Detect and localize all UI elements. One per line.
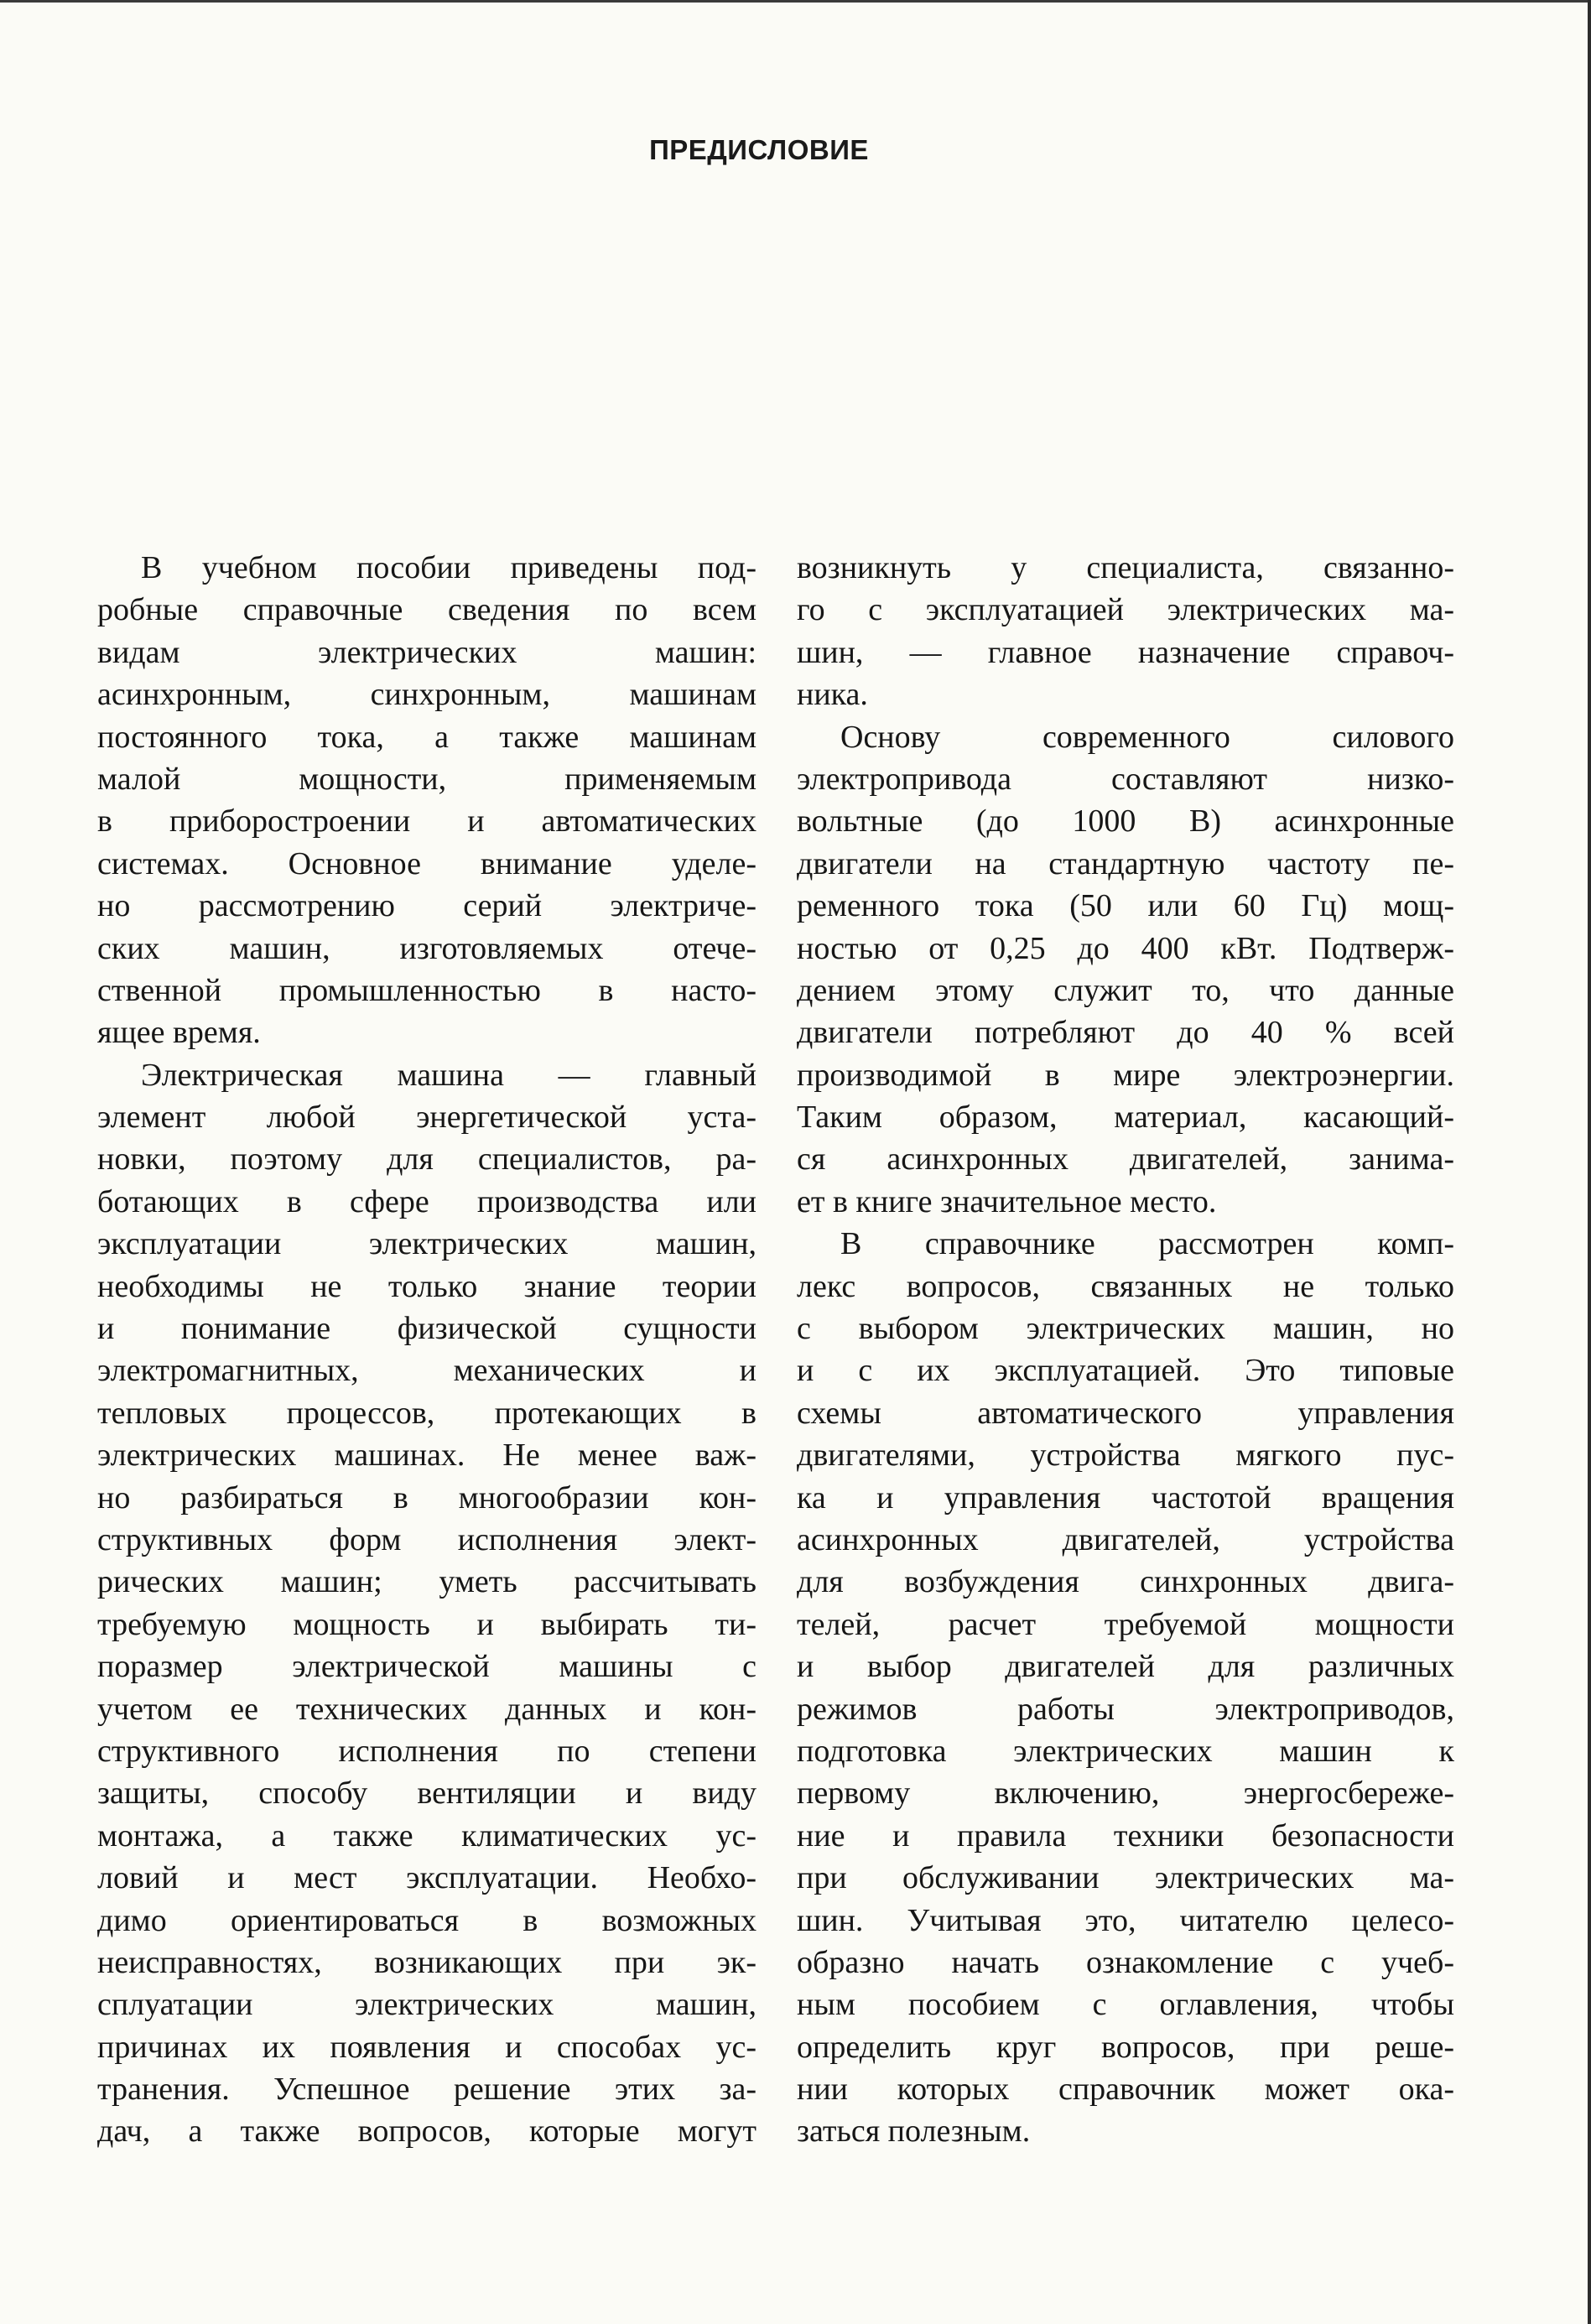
text-line: ет в книге значительное место. [797, 1183, 1217, 1219]
text-line: шин. Учитывая это, читателю целесо- [797, 1902, 1454, 1938]
paragraph [797, 1223, 1454, 2153]
text-line: учетом ее технических данных и кон- [97, 1691, 757, 1727]
text-line: ние и правила техники безопасности [797, 1817, 1454, 1853]
text-line: электрических машинах. Не менее важ- [97, 1438, 757, 1474]
text-line: требуемую мощность и выбирать ти- [97, 1606, 757, 1642]
text-line: структивного исполнения по степени [97, 1733, 757, 1769]
text-line: Основу современного силового [840, 719, 1454, 755]
text-line: и выбор двигателей для различных [797, 1649, 1454, 1685]
text-line: поразмер электрической машины с [97, 1649, 757, 1685]
page-right-edge [1588, 0, 1591, 2324]
text-line: робные справочные сведения по всем [97, 592, 757, 628]
text-line: режимов работы электроприводов, [797, 1691, 1454, 1727]
text-column-right [797, 547, 1454, 2153]
text-line: защиты, способу вентиляции и виду [97, 1775, 757, 1812]
text-line: рических машин; уметь рассчитывать [97, 1564, 757, 1600]
text-line: дением этому служит то, что данные [797, 972, 1454, 1008]
text-line: монтажа, а также климатических ус- [97, 1817, 757, 1853]
text-line: двигатели потребляют до 40 % всей [797, 1015, 1454, 1051]
text-line: постоянного тока, а также машинам [97, 719, 757, 755]
text-line: телей, расчет требуемой мощности [797, 1606, 1454, 1642]
paragraph [797, 547, 1454, 716]
text-line: схемы автоматического управления [797, 1395, 1454, 1431]
text-line: ся асинхронных двигателей, занима- [797, 1141, 1454, 1178]
page-top-edge [0, 0, 1591, 3]
text-line: видам электрических машин: [97, 634, 757, 670]
text-line: ременного тока (50 или 60 Гц) мощ- [797, 888, 1454, 924]
text-line: необходимы не только знание теории [97, 1268, 757, 1304]
text-line: но разбираться в многообразии кон- [97, 1479, 757, 1516]
text-line: димо ориентироваться в возможных [97, 1902, 757, 1938]
text-line: нии которых справочник может ока- [797, 2072, 1454, 2108]
text-line: но рассмотрению серий электриче- [97, 888, 757, 924]
text-line: го с эксплуатацией электрических ма- [797, 592, 1454, 628]
text-line: ка и управления частотой вращения [797, 1479, 1454, 1516]
text-line: тепловых процессов, протекающих в [97, 1395, 757, 1431]
text-line: сплуатации электрических машин, [97, 1987, 757, 2023]
text-line: вольтные (до 1000 В) асинхронные [797, 803, 1454, 840]
text-line: ностью от 0,25 до 400 кВт. Подтверж- [797, 930, 1454, 966]
text-line: Таким образом, материал, касающий- [797, 1100, 1454, 1136]
text-line: первому включению, энергосбереже- [797, 1775, 1454, 1812]
text-line: асинхронных двигателей, устройства [797, 1521, 1454, 1557]
text-line: транения. Успешное решение этих за- [97, 2072, 757, 2108]
text-column-left [97, 547, 757, 2153]
text-line: ботающих в сфере производства или [97, 1183, 757, 1219]
text-line: Электрическая машина — главный [141, 1057, 757, 1093]
paragraph [97, 547, 757, 1054]
page-title: ПРЕДИСЛОВИЕ [649, 134, 869, 165]
text-line: причинах их появления и способах ус- [97, 2029, 757, 2065]
text-line: ских машин, изготовляемых отече- [97, 930, 757, 966]
text-line: В справочнике рассмотрен комп- [840, 1226, 1454, 1262]
text-line: с выбором электрических машин, но [797, 1311, 1454, 1347]
text-line: эксплуатации электрических машин, [97, 1226, 757, 1262]
paragraph [97, 1054, 757, 2153]
text-line: и понимание физической сущности [97, 1311, 757, 1347]
text-line: ника. [797, 677, 868, 713]
text-line: производимой в мире электроэнергии. [797, 1057, 1454, 1093]
text-line: двигатели на стандартную частоту пе- [797, 845, 1454, 881]
text-line: в приборостроении и автоматических [97, 803, 757, 840]
text-line: подготовка электрических машин к [797, 1733, 1454, 1769]
text-line: лекс вопросов, связанных не только [797, 1268, 1454, 1304]
text-line: ловий и мест эксплуатации. Необхо- [97, 1860, 757, 1896]
text-line: шин, — главное назначение справоч- [797, 634, 1454, 670]
text-line: В учебном пособии приведены под- [141, 550, 757, 585]
text-line: ящее время. [97, 1015, 261, 1051]
text-line: образно начать ознакомление с учеб- [797, 1944, 1454, 1980]
text-line: малой мощности, применяемым [97, 761, 757, 797]
text-line: ственной промышленностью в насто- [97, 972, 757, 1008]
text-line: электромагнитных, механических и [97, 1353, 757, 1389]
text-line: асинхронным, синхронным, машинам [97, 677, 757, 713]
text-line: заться полезным. [797, 2113, 1031, 2150]
text-line: для возбуждения синхронных двига- [797, 1564, 1454, 1600]
text-line: возникнуть у специалиста, связанно- [797, 550, 1454, 585]
paragraph [797, 716, 1454, 1224]
text-line: электропривода составляют низко- [797, 761, 1454, 797]
text-line: и с их эксплуатацией. Это типовые [797, 1353, 1454, 1389]
text-line: ным пособием с оглавления, чтобы [797, 1987, 1454, 2023]
text-line: неисправностях, возникающих при эк- [97, 1944, 757, 1980]
text-line: структивных форм исполнения элект- [97, 1521, 757, 1557]
text-line: элемент любой энергетической уста- [97, 1100, 757, 1136]
text-line: новки, поэтому для специалистов, ра- [97, 1141, 757, 1178]
text-line: дач, а также вопросов, которые могут [97, 2113, 757, 2150]
text-line: системах. Основное внимание уделе- [97, 845, 757, 881]
text-line: при обслуживании электрических ма- [797, 1860, 1454, 1896]
text-line: определить круг вопросов, при реше- [797, 2029, 1454, 2065]
text-line: двигателями, устройства мягкого пус- [797, 1438, 1454, 1474]
